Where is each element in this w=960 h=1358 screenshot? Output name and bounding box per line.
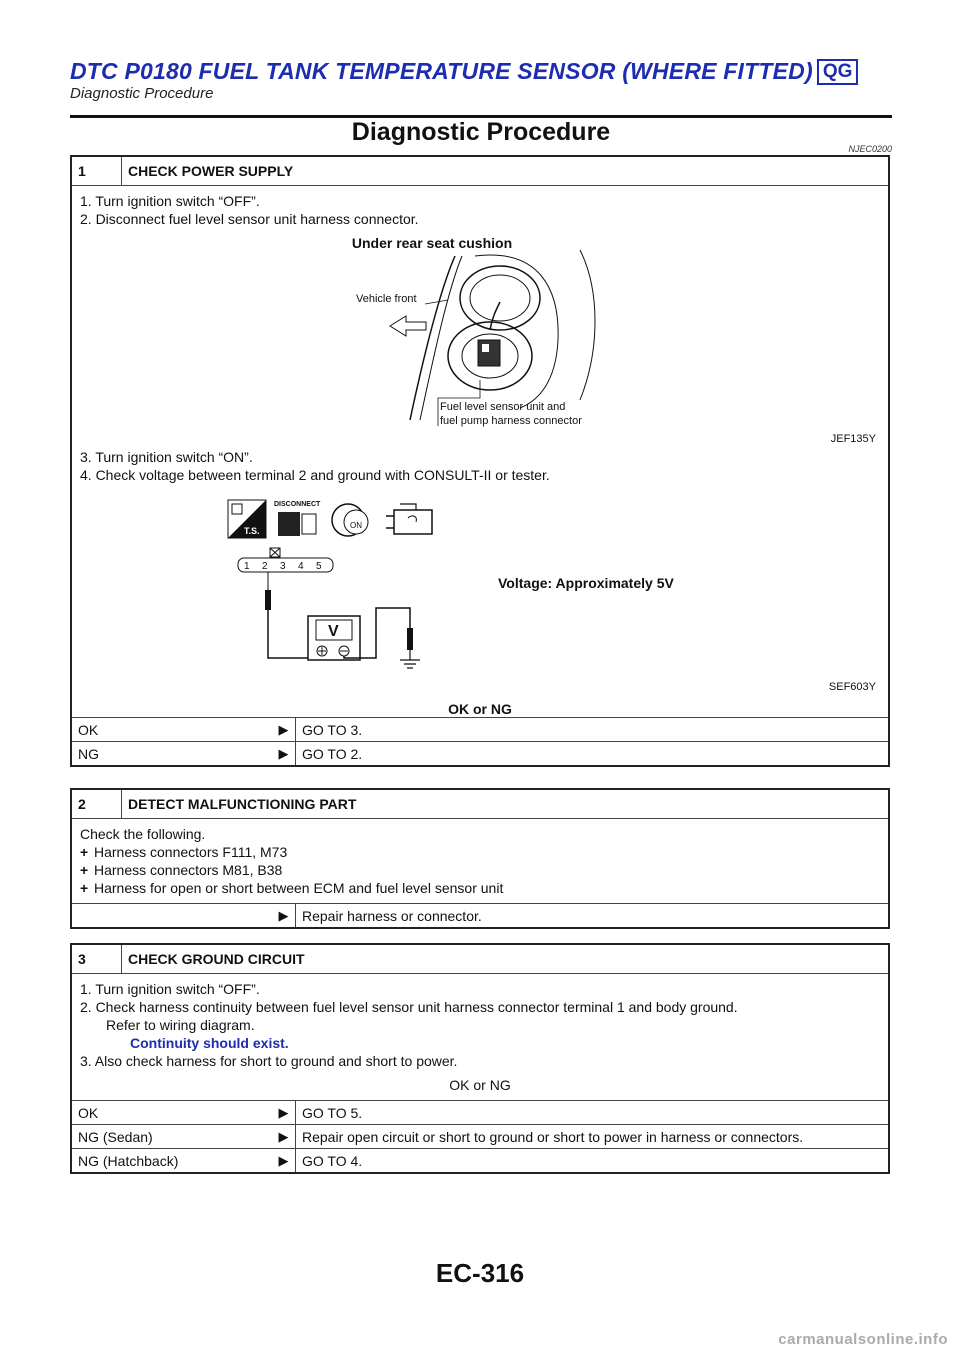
header-subtitle: Diagnostic Procedure xyxy=(70,85,214,102)
step-3-line-2b: Refer to wiring diagram. xyxy=(106,1017,255,1033)
meter-label: V xyxy=(328,623,339,640)
voltage-spec: Voltage: Approximately 5V xyxy=(498,575,674,591)
pin-1: 1 xyxy=(244,561,250,572)
figure1-heading: Under rear seat cushion xyxy=(351,235,513,251)
result-action: Repair open circuit or short to ground or short to power in harness or connectors. xyxy=(295,1125,803,1148)
figure1-label-front: Vehicle front xyxy=(356,293,417,305)
step-2-result xyxy=(72,903,888,927)
ts-label: T.S. xyxy=(244,526,260,536)
step-3-number: 3 xyxy=(72,945,122,973)
step-1-number: 1 xyxy=(72,157,122,185)
bullet-icon: + xyxy=(80,862,89,878)
step-1-line-4: 4. Check voltage between terminal 2 and ground with CONSULT-II or tester. xyxy=(80,467,550,483)
disconnect-icon xyxy=(274,501,321,536)
step-1-line-3: 3. Turn ignition switch “ON”. xyxy=(80,449,253,465)
engine-check-icon xyxy=(386,504,432,534)
result-action: GO TO 4. xyxy=(295,1149,362,1172)
step-3-body xyxy=(72,973,888,1100)
result-label: NG (Sedan) xyxy=(78,1128,153,1145)
step-2-block xyxy=(70,788,890,929)
ignition-on-icon xyxy=(332,504,368,536)
disconnect-label: DISCONNECT xyxy=(274,501,321,508)
figure1-caption: JEF135Y xyxy=(830,433,876,445)
page-header xyxy=(70,58,890,102)
step-1-title: CHECK POWER SUPPLY xyxy=(128,163,294,179)
step-3-okng: OK or NG xyxy=(449,1077,511,1093)
section-code: NJEC0200 xyxy=(848,144,892,154)
step-3-header xyxy=(72,945,888,973)
step-2-body xyxy=(72,818,888,903)
step-1-body xyxy=(72,185,888,717)
figure-fuel-tank-location xyxy=(80,230,880,430)
step-3-result-ng-hatchback xyxy=(72,1148,888,1172)
arrow-right-icon: ▶ xyxy=(278,1152,289,1168)
step-3-line-2: 2. Check harness continuity between fuel level sensor unit harness connector terminal 1 and body ground. xyxy=(80,999,738,1015)
result-label: OK xyxy=(78,1104,99,1121)
step-2-bullet-1 xyxy=(80,843,880,861)
step-1-okng: OK or NG xyxy=(448,701,512,717)
figure2-caption: SEF603Y xyxy=(828,681,876,693)
step-3-line-3: 3. Also check harness for short to ground and short to power. xyxy=(80,1053,458,1069)
pin-5: 5 xyxy=(316,561,322,572)
step-2-intro: Check the following. xyxy=(80,826,206,842)
result-label: OK xyxy=(78,721,99,738)
step-3-result-ng-sedan xyxy=(72,1124,888,1148)
connector-pins xyxy=(238,548,333,572)
step-3-spec: Continuity should exist. xyxy=(130,1035,289,1051)
step-2-header xyxy=(72,790,888,818)
result-action: GO TO 3. xyxy=(295,718,362,741)
header-badge: QG xyxy=(817,59,859,85)
result-action: GO TO 2. xyxy=(295,742,362,765)
step-3-line-1: 1. Turn ignition switch “OFF”. xyxy=(80,981,260,997)
bullet-icon: + xyxy=(80,880,89,896)
step-1-line-1: 1. Turn ignition switch “OFF”. xyxy=(80,193,260,209)
step-2-bullet-2 xyxy=(80,861,880,879)
step-1-result-ok xyxy=(72,717,888,741)
step-1-line-2: 2. Disconnect fuel level sensor unit harness connector. xyxy=(80,211,419,227)
step-3-title: CHECK GROUND CIRCUIT xyxy=(128,951,305,967)
bullet-text: Harness connectors F111, M73 xyxy=(94,844,288,860)
figure-voltage-check xyxy=(80,488,880,678)
section-title: Diagnostic Procedure xyxy=(351,118,611,146)
voltmeter xyxy=(308,616,360,660)
step-2-bullet-3 xyxy=(80,879,880,897)
pin-2: 2 xyxy=(262,561,268,572)
on-label: ON xyxy=(350,521,362,530)
result-label: NG (Hatchback) xyxy=(78,1152,179,1169)
page-number: EC-316 xyxy=(435,1258,525,1288)
step-1-header xyxy=(72,157,888,185)
arrow-right-icon: ▶ xyxy=(278,1128,289,1144)
arrow-right-icon: ▶ xyxy=(278,1104,289,1120)
header-title: DTC P0180 FUEL TANK TEMPERATURE SENSOR (WHERE FITTED) xyxy=(70,58,813,84)
arrow-right-icon: ▶ xyxy=(278,745,289,761)
result-label: NG xyxy=(78,745,99,762)
pin-4: 4 xyxy=(298,561,304,572)
step-3-block xyxy=(70,943,890,1174)
step-3-result-ok xyxy=(72,1100,888,1124)
bullet-text: Harness connectors M81, B38 xyxy=(94,862,283,878)
result-action: Repair harness or connector. xyxy=(295,904,482,927)
step-1-result-ng xyxy=(72,741,888,765)
bullet-icon: + xyxy=(80,844,89,860)
step-2-title: DETECT MALFUNCTIONING PART xyxy=(128,796,357,812)
arrow-right-icon: ▶ xyxy=(278,907,289,923)
result-action: GO TO 5. xyxy=(295,1101,362,1124)
bullet-text: Harness for open or short between ECM and fuel level sensor unit xyxy=(94,880,504,896)
figure1-label-conn-1: Fuel level sensor unit and xyxy=(440,401,566,413)
arrow-right-icon: ▶ xyxy=(278,721,289,737)
pin-3: 3 xyxy=(280,561,286,572)
tool-tester-icon xyxy=(228,500,266,538)
figure1-label-conn-2: fuel pump harness connector xyxy=(440,415,582,427)
step-2-number: 2 xyxy=(72,790,122,818)
watermark-text: carmanualsonline.info xyxy=(778,1331,948,1348)
step-1-block xyxy=(70,155,890,767)
